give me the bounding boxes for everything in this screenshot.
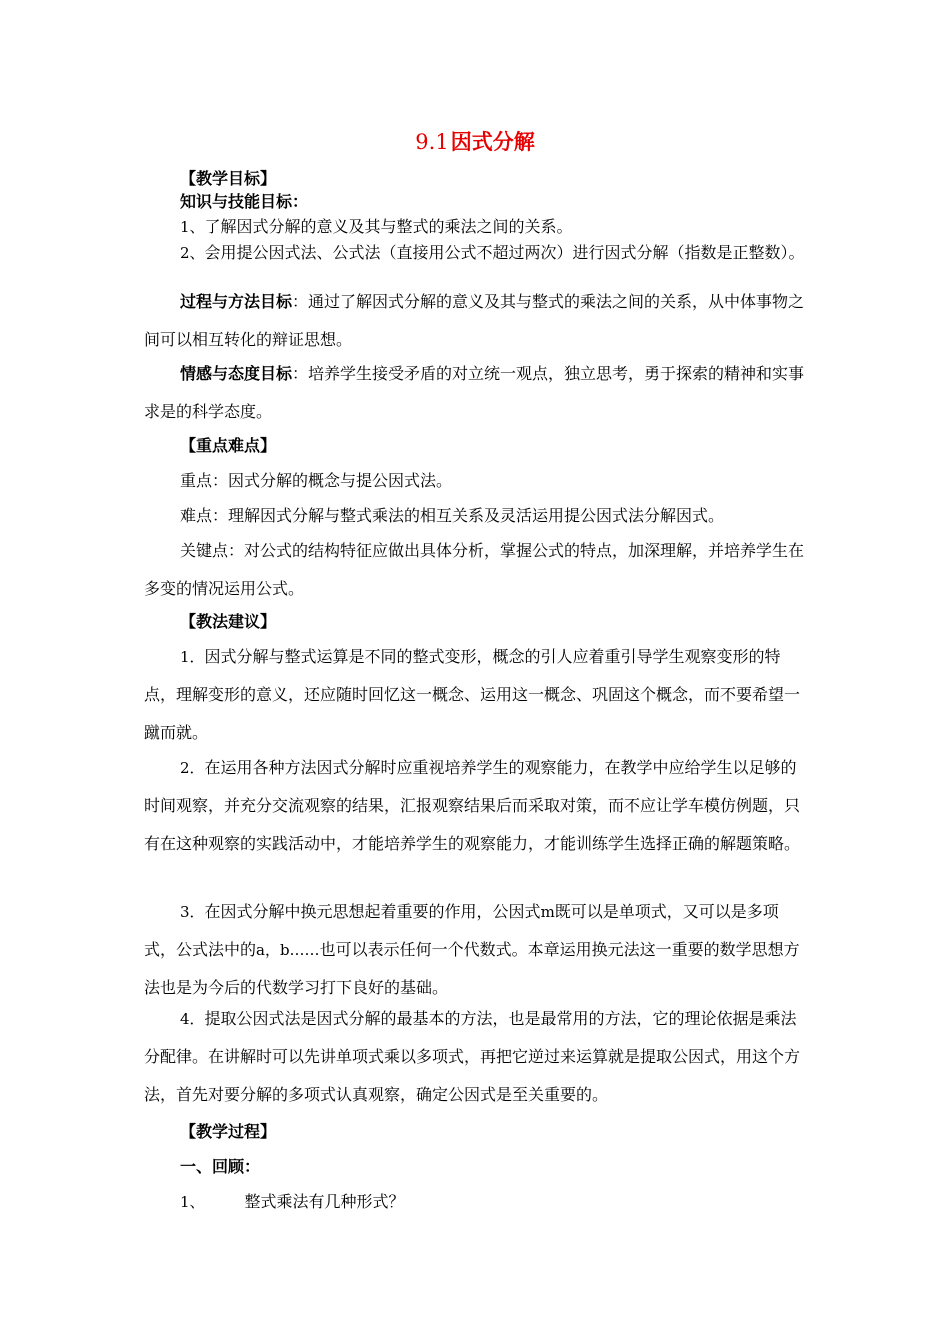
heading-teaching-process: 【教学过程】 bbox=[180, 1122, 277, 1141]
objective-1-number: 1、 bbox=[180, 218, 205, 236]
suggestion-4-text: 提取公因式法是因式分解的最基本的方法，也是最常用的方法，它的理论依据是乘法分配律。在讲解时可以先讲单项式乘以多项式，再把它逆过来运算就是提取公因式，用这个方法，首先对要分解的多项式认真观察，确定公因式是至关重要的。 bbox=[144, 1009, 801, 1104]
title-number: 9.1 bbox=[415, 130, 449, 154]
process-text: ：通过了解因式分解的意义及其与整式的乘法之间的关系，从中体事物之间可以相互转化的辩证思想。 bbox=[144, 292, 805, 349]
review-question-1 bbox=[144, 1183, 808, 1221]
key-point: 重点：因式分解的概念与提公因式法。 bbox=[180, 471, 453, 490]
suggestion-3-var-m: m bbox=[540, 903, 555, 921]
crux: 关键点：对公式的结构特征应做出具体分析，掌握公式的特点，加深理解，并培养学生在多变的情况运用公式。 bbox=[144, 541, 805, 598]
heading-teaching-goals: 【教学目标】 bbox=[180, 169, 277, 188]
review-question-1-text: 整式乘法有几种形式？ bbox=[244, 1192, 405, 1211]
suggestion-4-number: 4． bbox=[180, 1010, 205, 1028]
page-title bbox=[0, 126, 950, 156]
difficulty: 难点：理解因式分解与整式乘法的相互关系及灵活运用提公因式法分解因式。 bbox=[180, 506, 725, 525]
heading-method-suggestions: 【教法建议】 bbox=[180, 612, 277, 631]
suggestion-2-text: 在运用各种方法因式分解时应重视培养学生的观察能力，在教学中应给学生以足够的时间观察，并充分交流观察的结果，汇报观察结果后而采取对策，而不应让学车模仿例题，只有在这种观察的实践活动中，才能培养学生的观察能力，才能训练学生选择正确的解题策略。 bbox=[144, 758, 801, 853]
suggestion-4 bbox=[144, 1000, 808, 1114]
suggestion-3 bbox=[144, 893, 808, 1007]
suggestion-2 bbox=[144, 749, 808, 863]
emotion-goal bbox=[144, 355, 808, 431]
title-text: 因式分解 bbox=[450, 130, 535, 154]
suggestion-1-text: 因式分解与整式运算是不同的整式变形，概念的引人应着重引导学生观察变形的特点，理解变形的意义，还应随时回忆这一概念、运用这一概念、巩固这个概念，而不要希望一蹴而就。 bbox=[144, 647, 801, 742]
suggestion-1-number: 1． bbox=[180, 648, 205, 666]
objective-2 bbox=[144, 240, 808, 266]
knowledge-label: 知识与技能目标： bbox=[180, 192, 309, 211]
process-label: 过程与方法目标 bbox=[180, 292, 293, 311]
objective-2-text: 会用提公因式法、公式法（直接用公式不超过两次）进行因式分解（指数是正整数）。 bbox=[204, 243, 805, 262]
objective-1 bbox=[144, 214, 808, 240]
suggestion-3-var-ab: a，b…… bbox=[256, 941, 320, 959]
objective-2-number: 2、 bbox=[180, 244, 205, 262]
suggestion-3-number: 3． bbox=[180, 903, 205, 921]
suggestion-1 bbox=[144, 638, 808, 752]
review-label: 一、回顾： bbox=[180, 1157, 261, 1176]
suggestion-3-text-a: 在因式分解中换元思想起着重要的作用，公因式 bbox=[204, 902, 541, 921]
suggestion-3-text-c: 也可以表示任何一个代数式。本章运用换元法这一重要的数学思想方法也是为今后的代数学习打下良好的基础。 bbox=[144, 940, 800, 997]
suggestion-3-text-b: 既可以是单项式，又可以是多项式，公式法中的 bbox=[144, 902, 779, 959]
process-goal bbox=[144, 283, 808, 359]
emotion-label: 情感与态度目标 bbox=[180, 364, 293, 383]
suggestion-2-number: 2． bbox=[180, 759, 205, 777]
emotion-text: ：培养学生接受矛盾的对立统一观点，独立思考，勇于探索的精神和实事求是的科学态度。 bbox=[144, 364, 805, 421]
objective-1-text: 了解因式分解的意义及其与整式的乘法之间的关系。 bbox=[204, 217, 573, 236]
review-question-1-number: 1、 bbox=[180, 1193, 205, 1211]
heading-key-points: 【重点难点】 bbox=[180, 436, 277, 455]
